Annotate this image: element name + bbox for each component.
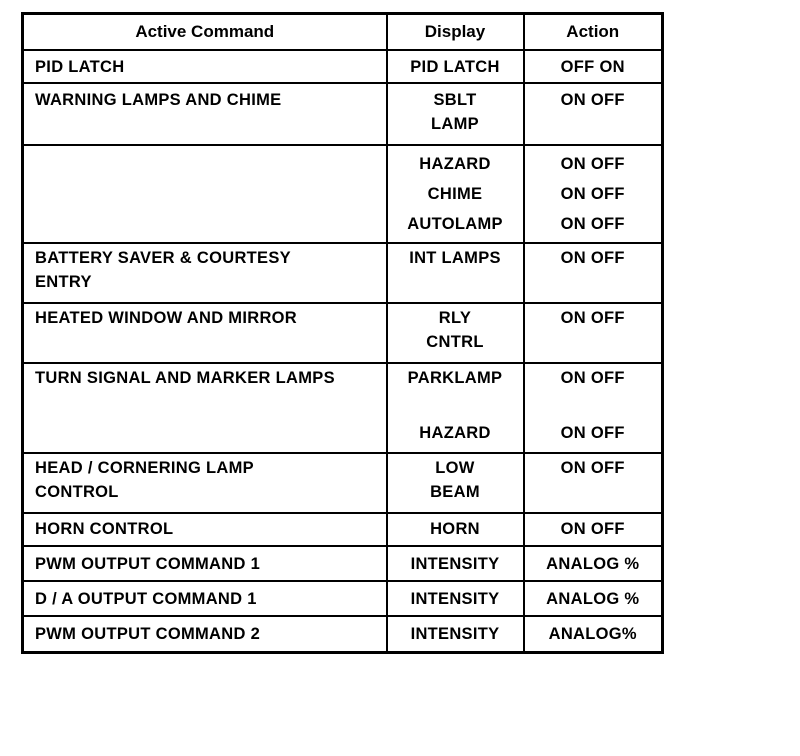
table-row (23, 581, 663, 616)
table-row (23, 363, 663, 453)
action-cell: ON OFF (524, 453, 663, 513)
command-cell: PWM OUTPUT COMMAND 1 (23, 546, 387, 581)
display-cell: HORN (387, 513, 524, 546)
display-cell: INTENSITY (387, 546, 524, 581)
action-cell: ON OFF ON OFF (524, 363, 663, 453)
command-cell: PWM OUTPUT COMMAND 2 (23, 616, 387, 652)
action-cell: OFF ON (524, 50, 663, 83)
table-row (23, 513, 663, 546)
command-cell: PID LATCH (23, 50, 387, 83)
display-cell: INTENSITY (387, 616, 524, 652)
header-display: Display (387, 14, 524, 51)
display-cell: SBLT LAMP (387, 83, 524, 145)
action-cell: ON OFF (524, 83, 663, 145)
display-cell: LOW BEAM (387, 453, 524, 513)
command-cell: HEAD / CORNERING LAMP CONTROL (23, 453, 387, 513)
action-cell: ANALOG% (524, 616, 663, 652)
display-cell: RLY CNTRL (387, 303, 524, 363)
table-row (23, 83, 663, 145)
table-row (23, 145, 663, 243)
action-cell: ON OFF (524, 513, 663, 546)
header-action: Action (524, 14, 663, 51)
command-cell: BATTERY SAVER & COURTESY ENTRY (23, 243, 387, 303)
command-cell: D / A OUTPUT COMMAND 1 (23, 581, 387, 616)
table-row (23, 303, 663, 363)
display-cell: PARKLAMP HAZARD (387, 363, 524, 453)
command-cell: WARNING LAMPS AND CHIME (23, 83, 387, 145)
table-row (23, 546, 663, 581)
header-row (23, 14, 663, 51)
active-command-table (21, 12, 664, 654)
action-cell: ON OFF (524, 243, 663, 303)
command-cell: TURN SIGNAL AND MARKER LAMPS (23, 363, 387, 453)
display-cell: PID LATCH (387, 50, 524, 83)
display-cell: INT LAMPS (387, 243, 524, 303)
action-cell: ANALOG % (524, 546, 663, 581)
table-row (23, 243, 663, 303)
command-cell: HEATED WINDOW AND MIRROR (23, 303, 387, 363)
action-cell: ANALOG % (524, 581, 663, 616)
display-cell: HAZARD CHIME AUTOLAMP (387, 145, 524, 243)
action-cell: ON OFF ON OFF ON OFF (524, 145, 663, 243)
table-row (23, 50, 663, 83)
header-active-command: Active Command (23, 14, 387, 51)
table-row (23, 453, 663, 513)
table-row (23, 616, 663, 652)
command-cell (23, 145, 387, 243)
action-cell: ON OFF (524, 303, 663, 363)
display-cell: INTENSITY (387, 581, 524, 616)
command-cell: HORN CONTROL (23, 513, 387, 546)
